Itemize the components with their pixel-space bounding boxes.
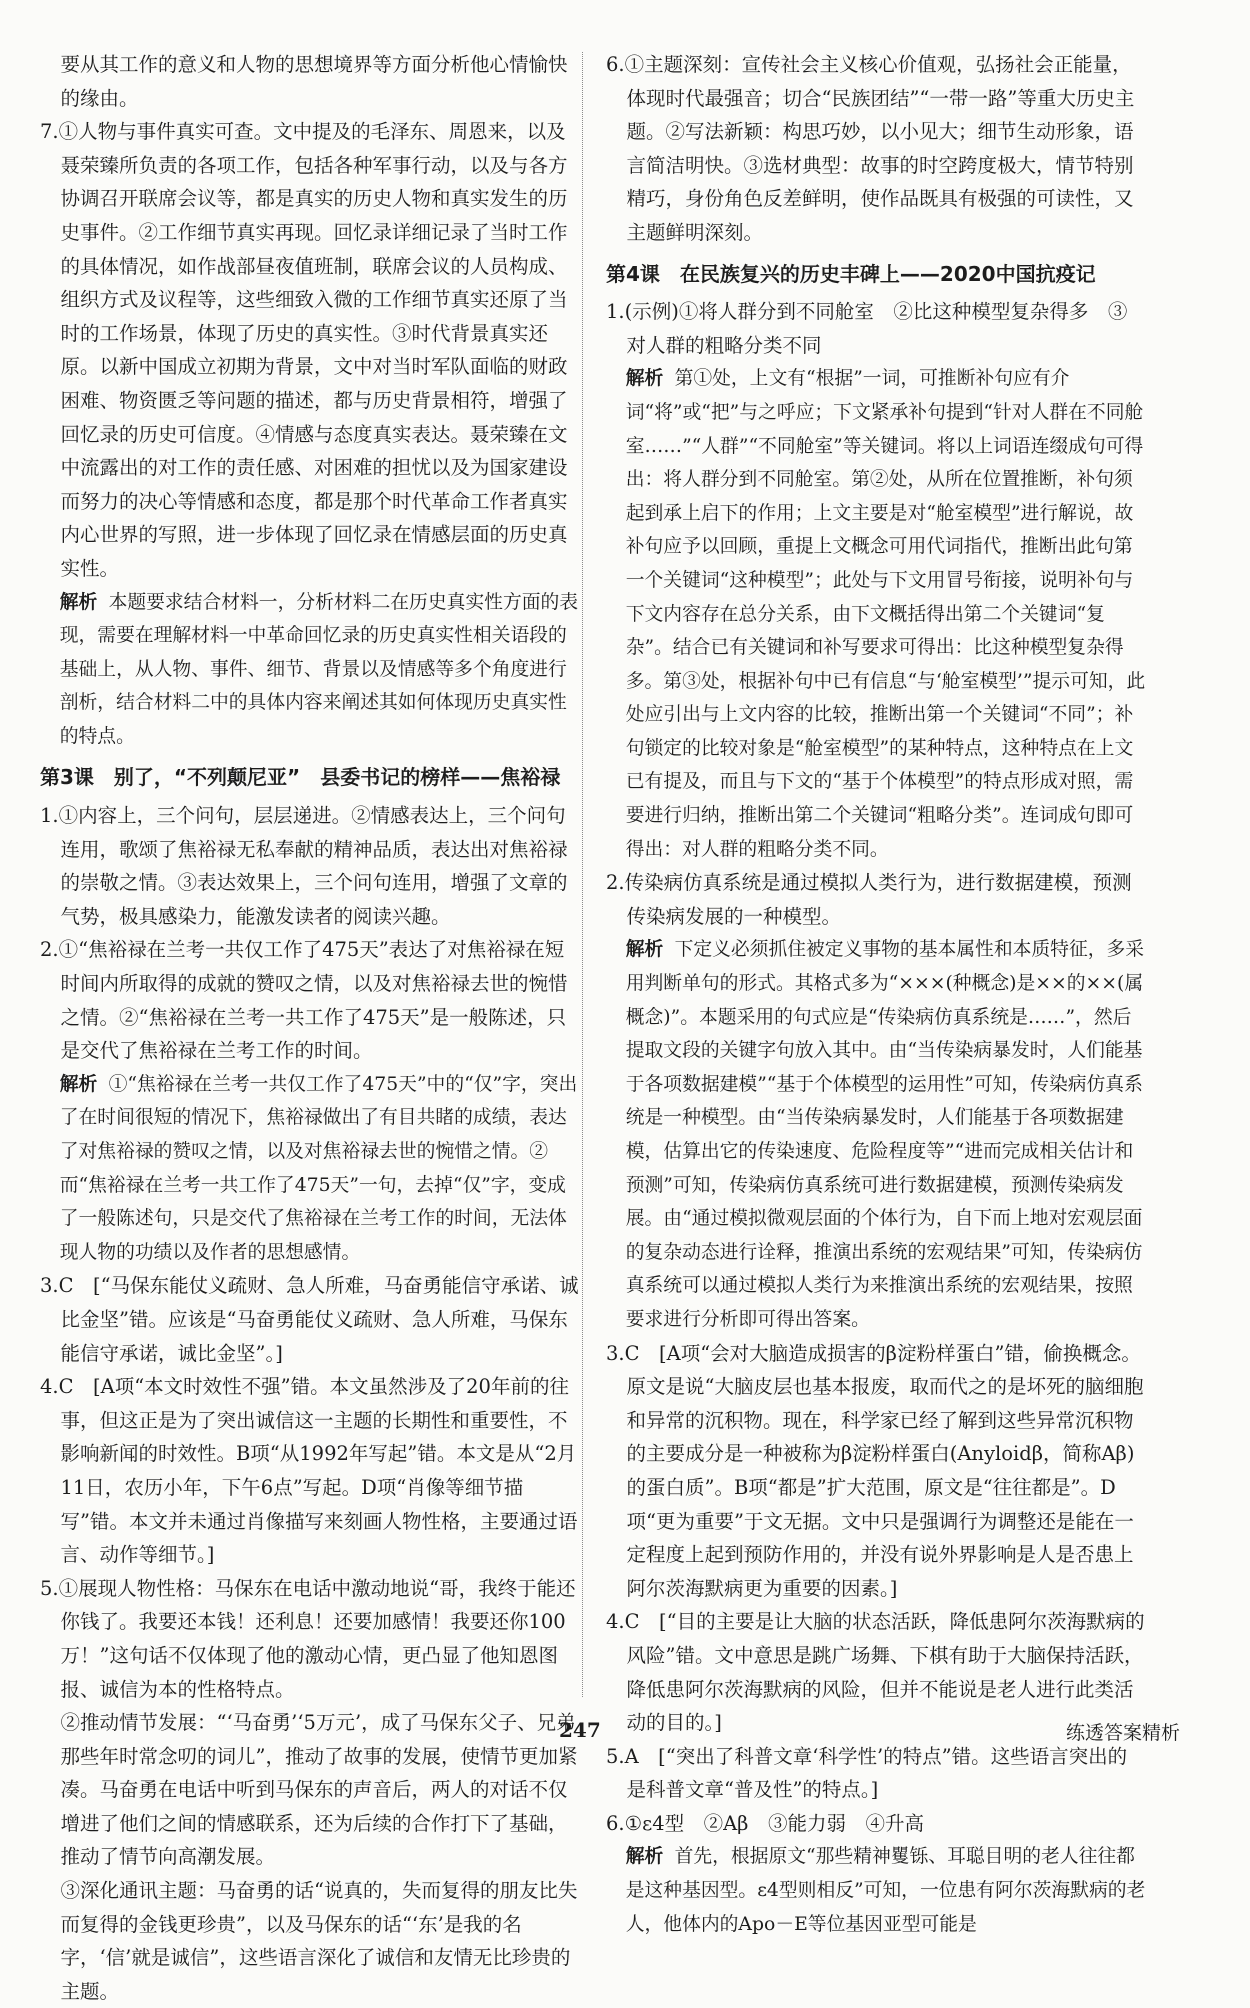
analysis-tag: 解析 [625, 939, 664, 961]
answer-item: 2.传染病仿真系统是通过模拟人类行为，进行数据建模，预测传染病发展的一种模型。 [606, 871, 1132, 928]
answer-item: 7.①人物与事件真实可查。文中提及的毛泽东、周恩来，以及聂荣臻所负责的各项工作，包括各种军事行动，以及与各方协调召开联席会议等，都是真实的历史人物和真实发生的历史事件。②工作细节真实再现。回忆录详细记录了当时工作的具体情况，如作战部昼夜值班制，联席会议的人员构成、组织方式及议程等，这些细致入微的工作细节真实还原了当时的工作场景，体现了历史的真实性。③时代背景真实还原。以新中国成立初期为背景，文中对当时军队面临的财政困难、物资匮乏等问题的描述，都与历史背景相符，增强了回忆录的历史可信度。④情感与态度真实表达。聂荣臻在文中流露出的对工作的责任感、对困难的担忧以及为国家建设而努力的决心等情感和态度，都是那个时代革命工作者真实内心世界的写照，进一步体现了回忆录在情感层面的历史真实性。 [40, 120, 568, 580]
analysis-tag: 解析 [625, 368, 664, 390]
analysis-tag: 解析 [59, 1073, 98, 1095]
answer-item: 6.①主题深刻：宣传社会主义核心价值观，弘扬社会正能量，体现时代最强音；切合“民族团结”“一带一路”等重大历史主题。②写法新颖：构思巧妙，以小见大；细节生动形象，语言简洁明快。③选材典型：故事的时空跨度极大，情节特别精巧，身份角色反差鲜明，使作品既具有极强的可读性，又主题鲜明深刻。 [606, 53, 1135, 244]
book-label: 练透答案精析 [1066, 1722, 1181, 1744]
answer-item: 2.①“焦裕禄在兰考一共仅工作了475天”表达了对焦裕禄在短时间内所取得的成就的赞叹之情，以及对焦裕禄去世的惋惜之情。②“焦裕禄在兰考一共工作了475天”是一般陈述，只是交代了焦裕禄在兰考工作的时间。 [40, 938, 568, 1063]
answer-item: 4.C [“目的主要是让大脑的状态活跃，降低患阿尔茨海默病的风险”错。文中意思是跳广场舞、下棋有助于大脑保持活跃，降低患阿尔茨海默病的风险，但并不能说是老人进行此类活动的目的。] [606, 1610, 1145, 1735]
analysis-text: ①“焦裕禄在兰考一共仅工作了475天”中的“仅”字，突出了在时间很短的情况下，焦裕禄做出了有目共睹的成绩，表达了对焦裕禄的赞叹之情，以及对焦裕禄去世的惋惜之情。②而“焦裕禄在兰考一共工作了475天”一句，去掉“仅”字，变成了一般陈述句，只是交代了焦裕禄在兰考工作的时间，无法体现人物的功绩以及作者的思想感情。 [59, 1073, 578, 1263]
analysis-block [606, 1840, 1146, 1941]
analysis-text: 下定义必须抓住被定义事物的基本属性和本质特征，多采用判断单句的形式。其格式多为“×××(种概念)是××的××(属概念)”。本题采用的句式应是“传染病仿真系统是……”，然后提取文段的关键字句放入其中。由“当传染病暴发时，人们能基于各项数据建模”“基于个体模型的运用性”可知，传染病仿真系统是一种模型。由“当传染病暴发时，人们能基于各项数据建模，估算出它的传染速度、危险程度等”“进而完成相关估计和预测”可知，传染病仿真系统可进行数据建模，预测传染病发展。由“通过模拟微观层面的个体行为，自下而上地对宏观层面的复杂动态进行诠释，推演出系统的宏观结果”可知，传染病仿真系统可以通过模拟人类行为来推演出系统的宏观结果，按照要求进行分析即可得出答案。 [625, 939, 1145, 1330]
answer-paragraph: ③深化通讯主题：马奋勇的话“说真的，失而复得的朋友比失而复得的金钱更珍贵”，以及马保东的话“‘东’是我的名字，‘信’就是诚信”，这些语言深化了诚信和友情无比珍贵的主题。 [60, 1879, 578, 2003]
answer-item: 4.C [A项“本文时效性不强”错。本文虽然涉及了20年前的往事，但这正是为了突出诚信这一主题的长期性和重要性，不影响新闻的时效性。B项“从1992年写起”错。本文是从“2月11日，农历小年，下午6点”写起。D项“肖像等细节描写”错。本文并未通过肖像描写来刻画人物性格，主要通过语言、动作等细节。] [40, 1375, 578, 1567]
answer-paragraph: 要从其工作的意义和人物的思想境界等方面分析他心情愉快的缘由。 [60, 53, 568, 110]
left-column [40, 48, 580, 2008]
answer-item: 5.A [“突出了科普文章‘科学性’的特点”错。这些语言突出的是科普文章“普及性”的特点。] [606, 1744, 1128, 1802]
watermark-top [295, 738, 354, 880]
lesson-heading: 第3课 别了，“不列颠尼亚” 县委书记的榜样——焦裕禄 [40, 765, 561, 790]
analysis-block [40, 1068, 580, 1270]
answer-item: 3.C [“马保东能仗义疏财、急人所难，马奋勇能信守承诺、诚比金坚”错。应该是“马奋勇能仗义疏财、急人所难，马保东能信守承诺，诚比金坚”。] [40, 1274, 579, 1365]
answer-item: 1.①内容上，三个问句，层层递进。②情感表达上，三个问句连用，歌颂了焦裕禄无私奉献的精神品质，表达出对焦裕禄的崇敬之情。③表达效果上，三个问句连用，增强了文章的气势，极具感染力，能激发读者的阅读兴趣。 [40, 804, 568, 928]
right-column [606, 48, 1146, 1941]
answer-item: 6.①ε4型 ②Aβ ③能力弱 ④升高 [606, 1811, 924, 1835]
page-number: 247 [559, 1718, 601, 1742]
analysis-block [606, 933, 1146, 1336]
analysis-block [606, 362, 1146, 866]
answer-item: 3.C [A项“会对大脑造成损害的β淀粉样蛋白”错，偷换概念。原文是说“大脑皮层也基本报废，取而代之的是坏死的脑细胞和异常的沉积物。现在，科学家已经了解到这些异常沉积物的主要成分是一种被称为β淀粉样蛋白(Anyloidβ，简称Aβ)的蛋白质”。B项“都是”扩大范围，原文是“往往都是”。D项“更为重要”于文无据。文中只是强调行为调整还是能在一定程度上起到预防作用的，并没有说外界影响是人是否患上阿尔茨海默病更为重要的因素。] [606, 1341, 1144, 1600]
column-divider [582, 52, 583, 1697]
watermark-bottom [295, 1258, 354, 1400]
analysis-text: 首先，根据原文“那些精神矍铄、耳聪目明的老人往往都是这种基因型。ε4型则相反”可知，一位患有阿尔茨海默病的老人，他体内的Apo－E等位基因亚型可能是 [625, 1846, 1146, 1935]
analysis-block [40, 586, 580, 754]
answer-paragraph: ②推动情节发展：“‘马奋勇’‘5万元’，成了马保东父子、兄弟那些年时常念叨的词儿”，推动了故事的发展，使情节更加紧凑。马奋勇在电话中听到马保东的声音后，两人的对话不仅增进了他们之间的情感联系，还为后续的合作打下了基础，推动了情节向高潮发展。 [60, 1711, 578, 1869]
analysis-tag: 解析 [625, 1846, 664, 1868]
answer-item: 5.①展现人物性格：马保东在电话中激动地说“哥，我终于能还你钱了。我要还本钱！还利息！还要加感情！我要还你100万！”这句话不仅体现了他的激动心情，更凸显了他知恩图报、诚信为本的性格特点。 [40, 1576, 576, 1701]
analysis-tag: 解析 [59, 591, 98, 613]
lesson-heading: 第4课 在民族复兴的历史丰碑上——2020中国抗疫记 [606, 261, 1096, 286]
answer-item: 1.(示例)①将人群分到不同舱室 ②比这种模型复杂得多 ③对人群的粗略分类不同 [606, 300, 1128, 357]
analysis-text: 本题要求结合材料一，分析材料二在历史真实性方面的表现，需要在理解材料一中革命回忆录的历史真实性相关语段的基础上，从人物、事件、细节、背景以及情感等多个角度进行剖析，结合材料二中的具体内容来阐述其如何体现历史真实性的特点。 [59, 591, 579, 747]
analysis-text: 第①处，上文有“根据”一词，可推断补句应有介词“将”或“把”与之呼应；下文紧承补句提到“针对人群在不同舱室……”“人群”“不同舱室”等关键词。将以上词语连缀成句可得出：将人群分到不同舱室。第②处，从所在位置推断，补句须起到承上启下的作用；上文主要是对“舱室模型”进行解说，故补句应予以回顾，重提上文概念可用代词指代，推断出此句第一个关键词“这种模型”；此处与下文用冒号衔接，说明补句与下文内容存在总分关系，由下文概括得出第二个关键词“复杂”。结合已有关键词和补写要求可得出：比这种模型复杂得多。第③处，根据补句中已有信息“与‘舱室模型’”提示可知，此处应引出与上文内容的比较，推断出第一个关键词“不同”；补句锁定的比较对象是“舱室模型”的某种特点，这种特点在上文已有提及，而且与下文的“基于个体模型”的特点形成对照，需要进行归纳，推断出第二个关键词“粗略分类”。连词成句即可得出：对人群的粗略分类不同。 [625, 368, 1146, 860]
